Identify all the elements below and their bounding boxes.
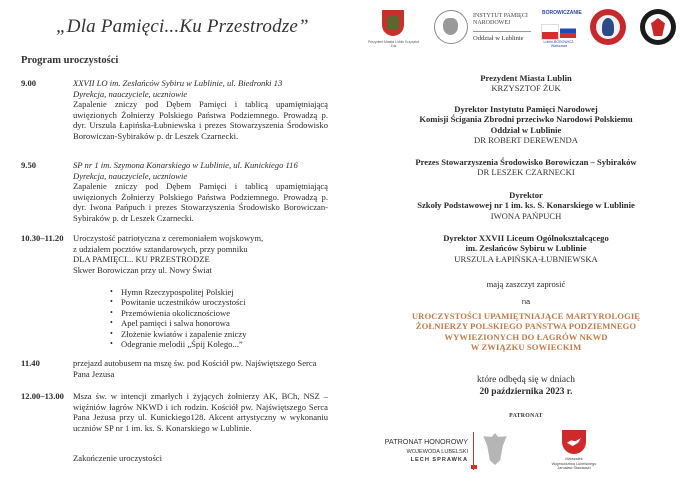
- entry-line: DLA PAMIĘCI... KU PRZESTRODZE: [73, 254, 210, 265]
- agenda-item: • Powitanie uczestników uroczystości: [110, 297, 247, 307]
- host-block: [352, 104, 700, 146]
- event-headline: [352, 311, 700, 353]
- lublin-logo-caption: Prezydent Miasta Lublin Krzysztof Żuk: [367, 40, 420, 48]
- borowiczanie-logo-icon: [540, 10, 582, 48]
- host-block: [352, 233, 700, 264]
- host-name: DR ROBERT DEREWENDA: [474, 135, 578, 146]
- entry-line: Skwer Borowiczan przy ul. Nowy Świat: [73, 264, 212, 275]
- lublin-coat-of-arms-icon: [382, 10, 404, 36]
- lubelskie-voivodeship-crest-icon: [562, 430, 586, 454]
- entry-time: 9.50: [21, 160, 37, 170]
- headline-line: UROCZYSTOŚCI UPAMIĘTNIAJĄCE MARTYROLOGIĘ: [411, 311, 641, 321]
- host-block: [352, 190, 700, 221]
- school-lo27-emblem-icon: [640, 9, 676, 45]
- entry-time: 12.00–13.00: [21, 391, 64, 401]
- invite-na: na: [521, 297, 531, 306]
- ceremony-agenda-list: [110, 287, 247, 349]
- host-title: Oddział w Lublinie: [490, 124, 562, 135]
- organizer-logos: [352, 8, 700, 54]
- entry-description: Zapalenie zniczy pod Dębem Pamięci i tablicą upamiętniającą uwięzionych Żołnierzy Polskiego Państwa Podziemnego. Prowadzą p. dyr. Urszula Łapińska-Łubniewska i prezes Stowarzyszenia Środowisko Borowiczan-Sybiraków p. dr Leszek Czarnecki.: [73, 99, 328, 141]
- invite-text: mają zaszczyt zaprosić: [486, 279, 566, 289]
- entry-time: 10.30–11.20: [21, 233, 64, 243]
- patronat-honorowy-office: WOJEWODA LUBELSKI: [406, 449, 468, 455]
- borowiczanie-arc-text: BOROWICZANIE: [542, 10, 582, 16]
- agenda-item: • Odegranie melodii „Śpij Kolego...”: [110, 339, 247, 349]
- ipn-branch: Oddział w Lublinie: [473, 35, 524, 42]
- entry-participants: Dyrekcja, nauczyciele, uczniowie: [73, 170, 188, 181]
- host-title: Szkoły Podstawowej nr 1 im. ks. S. Konarskiego w Lublinie: [417, 200, 635, 211]
- marszalek-caption-line: Marszałek: [565, 457, 583, 461]
- page-title: „Dla Pamięci...Ku Przestrodze”: [56, 16, 309, 37]
- entry-line: z udziałem pocztów sztandarowych, przy pomniku: [73, 243, 248, 254]
- host-title: Prezydent Miasta Lublin: [480, 73, 572, 83]
- invitation-page: [352, 0, 700, 495]
- entry-description: Msza św. w intencji zmarłych i żyjących żołnierzy AK, BCh, NSZ – więźniów łagrów NKWD i ich rodzin. Kościół pw. Najświętszego Serca Pana Jezusa przy ul. Kunickiego128. Akcent artystyczny w wykonaniu uczniów SP nr 1 im. ks. S. Konarskiego w Lublinie.: [73, 391, 328, 433]
- patronat-honorowy-name: LECH SPRAWKA: [410, 457, 468, 463]
- host-title: Dyrektor XXVII Liceum Ogólnokształcącego: [443, 233, 609, 243]
- host-block: [352, 157, 700, 178]
- date-intro: które odbędą się w dniach: [477, 375, 575, 385]
- borowiczanie-caption: Lublin-BOROWICZ-Warszawa: [543, 40, 575, 48]
- ipn-logo-text: [473, 13, 531, 42]
- agenda-item: • Przemówienia okolicznościowe: [110, 308, 247, 318]
- entry-line: Uroczystość patriotyczna z ceremoniałem wojskowym,: [73, 233, 264, 243]
- flag-mark-icon: [471, 465, 477, 469]
- entry-description: przejazd autobusem na mszę św. pod Kościół pw. Najświętszego Serca Pana Jezusa: [73, 358, 317, 379]
- patronat-heading: PATRONAT: [509, 413, 543, 419]
- marszalek-caption-line: Województwa Lubelskiego: [551, 461, 597, 466]
- ipn-name-line1: INSTYTUT PAMIĘCI: [473, 13, 528, 19]
- host-name: IWONA PAŃPUCH: [490, 210, 562, 221]
- host-title: Komisji Ścigania Zbrodni przeciwko Narodowi Polskiemu: [419, 114, 633, 125]
- host-title: Prezes Stowarzyszenia Środowisko Borowiczan – Sybiraków: [415, 157, 637, 167]
- host-title: Dyrektor Instytutu Pamięci Narodowej: [454, 104, 598, 114]
- entry-time: 11.40: [21, 358, 40, 368]
- entry-location: XXVII LO im. Zesłańców Sybiru w Lublinie, ul. Biedronki 13: [73, 78, 283, 88]
- host-name: URSZULA ŁAPIŃSKA-ŁUBNIEWSKA: [454, 253, 598, 264]
- patronat-honorowy-logo: [376, 437, 468, 463]
- program-heading: Program uroczystości: [21, 55, 119, 66]
- entry-time: 9.00: [21, 78, 37, 88]
- polish-flag-icon: [541, 24, 559, 40]
- polish-eagle-icon: [482, 433, 508, 465]
- host-name: KRZYSZTOF ŻUK: [491, 83, 561, 94]
- headline-line: W ZWIĄZKU SOWIECKIM: [470, 342, 582, 353]
- host-title: im. Zesłańców Sybiru w Lublinie: [465, 243, 587, 254]
- host-name: DR LESZEK CZARNECKI: [477, 167, 575, 178]
- entry-description: Zapalenie zniczy pod Dębem Pamięci i tablicą upamiętniającą uwięzionych Żołnierzy Polskiego Państwa Podziemnego. Prowadzą p. dyr. Iwona Pańpuch i prezes Stowarzyszenia Środowisko Borowiczan-Sybiraków p. dr Leszek Czarnecki.: [73, 181, 328, 223]
- ipn-divider: [473, 31, 531, 32]
- marszalek-caption-line: Jarosław Stawiarski: [557, 466, 591, 471]
- agenda-item: • Apel pamięci i salwa honorowa: [110, 318, 247, 328]
- host-title: Dyrektor: [509, 190, 543, 200]
- agenda-item: • Złożenie kwiatów i zapalenie zniczy: [110, 329, 247, 339]
- event-date: 20 października 2023 r.: [479, 386, 573, 397]
- entry-participants: Dyrekcja, nauczyciele, uczniowie: [73, 88, 188, 99]
- headline-line: WYWIEZIONYCH DO ŁAGRÓW NKWD: [444, 331, 608, 342]
- event-date-block: [352, 375, 700, 398]
- russian-flag-icon: [560, 24, 576, 38]
- school-sp1-emblem-icon: [590, 9, 626, 45]
- patronat-honorowy-title: PATRONAT HONOROWY: [384, 437, 468, 446]
- headline-line: ŻOŁNIERZY POLSKIEGO PAŃSTWA PODZIEMNEGO: [415, 321, 637, 332]
- marszalek-caption: [544, 457, 604, 471]
- host-block: [352, 73, 700, 94]
- closing-text: Zakończenie uroczystości: [73, 453, 163, 463]
- agenda-item: • Hymn Rzeczypospolitej Polskiej: [110, 287, 247, 297]
- ipn-name-line2: NARODOWEJ: [473, 20, 511, 26]
- ipn-seal-icon: [434, 10, 468, 44]
- entry-location: SP nr 1 im. Szymona Konarskiego w Lublinie, ul. Kunickiego 116: [73, 160, 298, 170]
